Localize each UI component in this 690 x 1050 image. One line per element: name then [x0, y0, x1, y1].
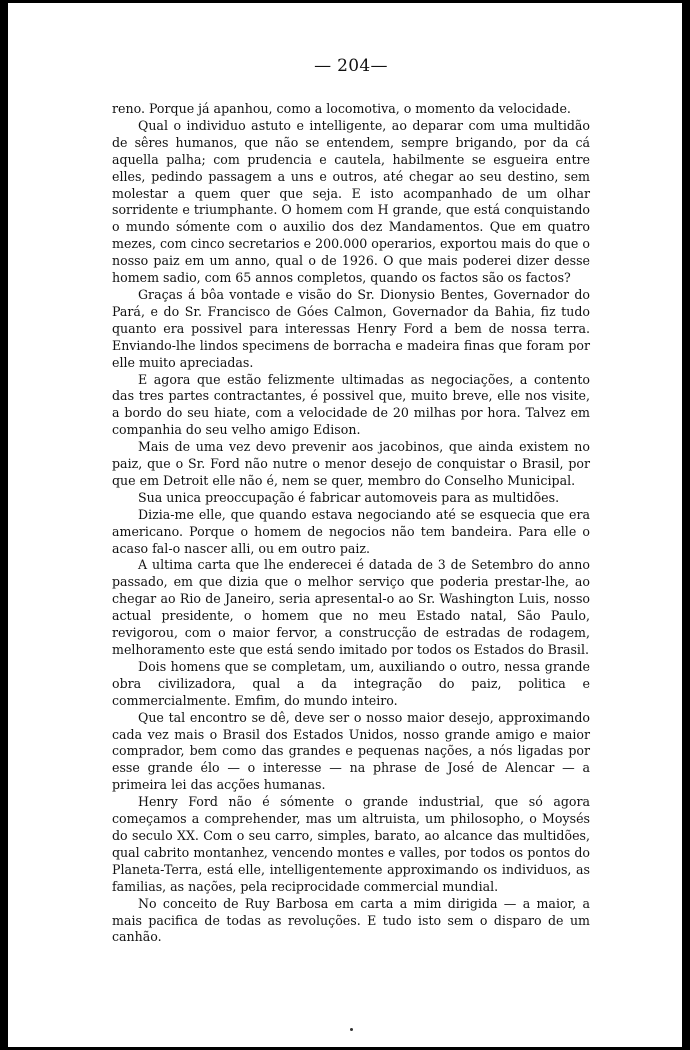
paragraph-1: reno. Porque já apanhou, como a locomotiva, o momento da velocidade.: [112, 101, 571, 116]
paragraph-2: Qual o individuo astuto e intelligente, ao deparar com uma multidão de sêres humanos, que não se entendem, sempre brigando, por da cá aquella palha; com prudencia e cautela, habilmente se esgueira entre elles, pedindo passagem a uns e outros, até chegar ao seu destino, sem molestar a quem quer que seja. E isto acompanhado de um olhar sorridente e triumphante. O homem com H grande, que está conquistando o mundo sómente com o auxilio dos dez Mandamentos. Que em quatro mezes, com cinco secretarios e 200.000 operarios, exportou mais do que o nosso paiz em um anno, qual o de 1926. O que mais poderei dizer desse homem sadio, com 65 annos completos, quando os factos são os factos?: [112, 117, 590, 286]
paragraph-9: Dois homens que se completam, um, auxiliando o outro, nessa grande obra civilizadora, qual a da integração do paiz, politica e commercialmente. Emfim, do mundo inteiro.: [112, 658, 590, 708]
paragraph-12: No conceito de Ruy Barbosa em carta a mim dirigida — a maior, a mais pacifica de todas as revoluções. E tudo isto sem o disparo de um canhão.: [112, 895, 590, 945]
ink-speck: [350, 1028, 353, 1031]
paragraph-7: Dizia-me elle, que quando estava negociando até se esquecia que era americano. Porque o homem de negocios não tem bandeira. Para elle o acaso fal-o nascer alli, ou em outro paiz.: [112, 506, 590, 556]
paragraph-4: E agora que estão felizmente ultimadas as negociações, a contento das tres partes contractantes, é possivel que, muito breve, elle nos visite, a bordo do seu hiate, com a velocidade de 20 milhas por hora. Talvez em companhia do seu velho amigo Edison.: [112, 371, 590, 438]
paragraph-11: Henry Ford não é sómente o grande industrial, que só agora começamos a comprehender, mas um altruista, um philosopho, o Moysés do seculo XX. Com o seu carro, simples, barato, ao alcance das multidões, qual cabrito montanhez, vencendo montes e valles, por todos os pontos do Planeta-Terra, está elle, intelligentemente approximando os individuos, as familias, as nações, pela reciprocidade commercial mundial.: [112, 794, 590, 894]
page-number: — 204—: [314, 56, 388, 76]
paragraph-3: Graças á bôa vontade e visão do Sr. Dionysio Bentes, Governador do Pará, e do Sr. Francisco de Góes Calmon, Governador da Bahia, fiz tudo quanto era possivel para interessas Henry Ford a bem de nossa terra. Enviando-lhe lindos specimens de borracha e madeira finas que foram por elle muito apreciadas.: [112, 286, 590, 370]
paragraph-6: Sua unica preoccupação é fabricar automoveis para as multidões.: [138, 489, 560, 505]
document-page: [112, 55, 590, 946]
paragraph-10: Que tal encontro se dê, deve ser o nosso maior desejo, approximando cada vez mais o Brasil dos Estados Unidos, nosso grande amigo e maior comprador, bem como das grandes e pequenas nações, a nós ligadas por esse grande élo — o interesse — na phrase de José de Alencar — a primeira lei das acções humanas.: [112, 709, 590, 793]
paragraph-8: A ultima carta que lhe enderecei é datada de 3 de Setembro do anno passado, em que dizia que o melhor serviço que poderia prestar-lhe, ao chegar ao Rio de Janeiro, seria apresental-o ao Sr. Washington Luis, nosso actual presidente, o homem que no meu Estado natal, São Paulo, revigorou, com o maior fervor, a construcção de estradas de rodagem, melhoramento este que está sendo imitado por todos os Estados do Brasil.: [112, 557, 590, 657]
paragraph-5: Mais de uma vez devo prevenir aos jacobinos, que ainda existem no paiz, que o Sr. Ford não nutre o menor desejo de conquistar o Brasil, por que em Detroit elle não é, nem se quer, membro do Conselho Municipal.: [112, 439, 590, 488]
